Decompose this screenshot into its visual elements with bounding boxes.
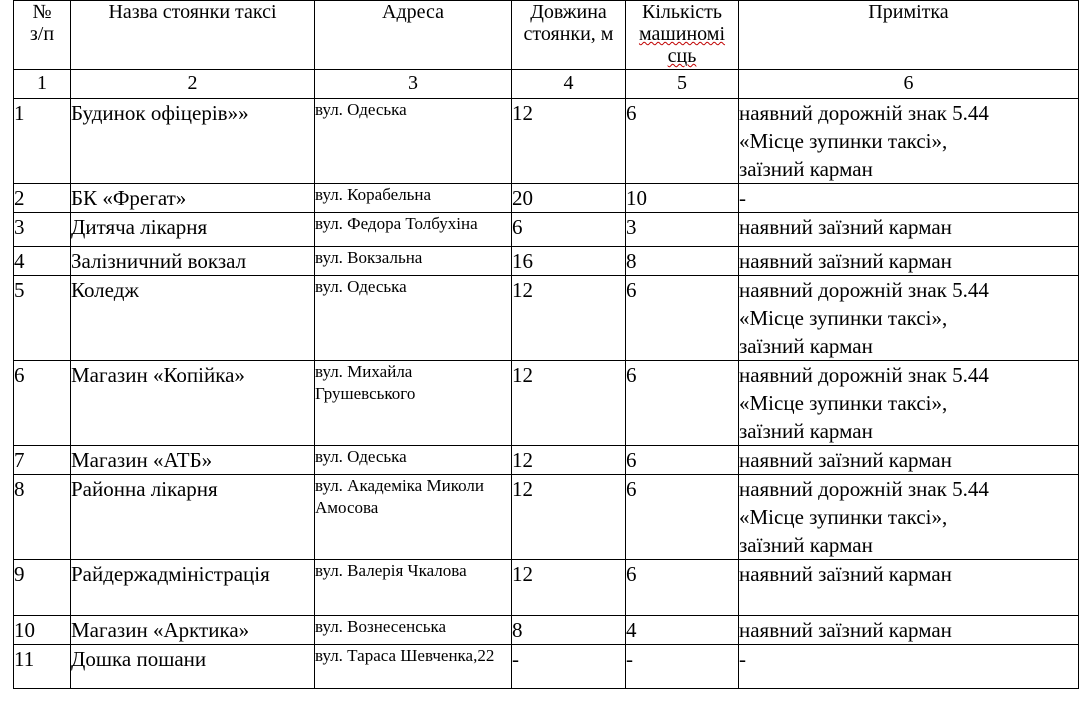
note-line: заїзний карман (739, 533, 873, 557)
stand-note (739, 645, 1079, 689)
row-number: 5 (14, 276, 71, 361)
stand-note (739, 213, 1079, 247)
header-note: Примітка (739, 1, 1079, 70)
stand-address: вул. Одеська (315, 446, 512, 475)
column-index: 1 (14, 70, 71, 99)
stand-address: вул. Академіка Миколи Амосова (315, 475, 512, 560)
note-line: наявний дорожній знак 5.44 (739, 363, 989, 387)
header-stand-name: Назва стоянки таксі (71, 1, 315, 70)
stand-address: вул. Валерія Чкалова (315, 560, 512, 616)
header-number-line2: з/п (29, 23, 55, 45)
stand-length: 12 (512, 560, 626, 616)
parking-spots: 6 (626, 99, 739, 184)
stand-note (739, 276, 1079, 361)
note-line: - (739, 186, 746, 210)
header-number-line1: № (32, 1, 52, 23)
stand-note (739, 99, 1079, 184)
stand-name: Районна лікарня (71, 475, 315, 560)
stand-length: 16 (512, 247, 626, 276)
parking-spots: 8 (626, 247, 739, 276)
stand-name: Дошка пошани (71, 645, 315, 689)
row-number: 10 (14, 616, 71, 645)
column-index: 2 (71, 70, 315, 99)
stand-name: Залізничний вокзал (71, 247, 315, 276)
stand-note (739, 560, 1079, 616)
stand-address: вул. Вознесенська (315, 616, 512, 645)
parking-spots: 6 (626, 446, 739, 475)
parking-spots: 6 (626, 475, 739, 560)
stand-length: 12 (512, 99, 626, 184)
stand-length: 12 (512, 361, 626, 446)
table-row (14, 560, 1079, 616)
note-line: заїзний карман (739, 334, 873, 358)
stand-note (739, 616, 1079, 645)
header-count-line2: машиномі (638, 23, 726, 45)
stand-name: Будинок офіцерів»» (71, 99, 315, 184)
row-number: 11 (14, 645, 71, 689)
header-row (14, 1, 1079, 70)
column-index-row (14, 70, 1079, 99)
parking-spots: 4 (626, 616, 739, 645)
note-line: «Місце зупинки таксі», (739, 306, 948, 330)
stand-address: вул. Михайла Грушевського (315, 361, 512, 446)
header-length-line1: Довжина (530, 1, 607, 23)
row-number: 6 (14, 361, 71, 446)
stand-length: 12 (512, 276, 626, 361)
parking-spots: 6 (626, 361, 739, 446)
table-row (14, 616, 1079, 645)
stand-note (739, 475, 1079, 560)
parking-spots: 6 (626, 560, 739, 616)
table-body (14, 99, 1079, 689)
stand-note (739, 446, 1079, 475)
stand-length: 6 (512, 213, 626, 247)
parking-spots: 3 (626, 213, 739, 247)
table-row (14, 276, 1079, 361)
note-line: наявний заїзний карман (739, 215, 952, 239)
note-line: наявний заїзний карман (739, 249, 952, 273)
stand-length: 20 (512, 184, 626, 213)
row-number: 9 (14, 560, 71, 616)
note-line: наявний дорожній знак 5.44 (739, 477, 989, 501)
note-line: «Місце зупинки таксі», (739, 391, 948, 415)
stand-length: - (512, 645, 626, 689)
header-count (626, 1, 739, 70)
stand-note (739, 247, 1079, 276)
header-address: Адреса (315, 1, 512, 70)
stand-note (739, 184, 1079, 213)
column-index: 3 (315, 70, 512, 99)
note-line: «Місце зупинки таксі», (739, 129, 948, 153)
taxi-stands-table (13, 0, 1079, 689)
row-number: 7 (14, 446, 71, 475)
header-count-line1: Кількість (641, 1, 722, 23)
row-number: 3 (14, 213, 71, 247)
stand-name: БК «Фрегат» (71, 184, 315, 213)
note-line: наявний заїзний карман (739, 562, 952, 586)
parking-spots: - (626, 645, 739, 689)
note-line: заїзний карман (739, 157, 873, 181)
stand-address: вул. Одеська (315, 276, 512, 361)
table-row (14, 213, 1079, 247)
column-index: 6 (739, 70, 1079, 99)
note-line: - (739, 647, 746, 671)
note-line: наявний дорожній знак 5.44 (739, 101, 989, 125)
note-line: «Місце зупинки таксі», (739, 505, 948, 529)
parking-spots: 10 (626, 184, 739, 213)
table-row (14, 361, 1079, 446)
header-number (14, 1, 71, 70)
stand-name: Магазин «Копійка» (71, 361, 315, 446)
note-line: заїзний карман (739, 419, 873, 443)
stand-address: вул. Федора Толбухіна (315, 213, 512, 247)
note-line: наявний дорожній знак 5.44 (739, 278, 989, 302)
stand-address: вул. Корабельна (315, 184, 512, 213)
note-line: наявний заїзний карман (739, 618, 952, 642)
header-length-line2: стоянки, м (523, 23, 614, 45)
stand-length: 12 (512, 475, 626, 560)
table-row (14, 247, 1079, 276)
row-number: 8 (14, 475, 71, 560)
row-number: 2 (14, 184, 71, 213)
stand-name: Райдержадміністрація (71, 560, 315, 616)
column-index: 4 (512, 70, 626, 99)
stand-address: вул. Тараса Шевченка,22 (315, 645, 512, 689)
header-length (512, 1, 626, 70)
stand-address: вул. Одеська (315, 99, 512, 184)
row-number: 1 (14, 99, 71, 184)
row-number: 4 (14, 247, 71, 276)
header-count-line3: сць (667, 45, 697, 67)
table-row (14, 475, 1079, 560)
stand-address: вул. Вокзальна (315, 247, 512, 276)
stand-name: Магазин «АТБ» (71, 446, 315, 475)
parking-spots: 6 (626, 276, 739, 361)
column-index: 5 (626, 70, 739, 99)
stand-length: 12 (512, 446, 626, 475)
stand-name: Дитяча лікарня (71, 213, 315, 247)
stand-length: 8 (512, 616, 626, 645)
stand-name: Коледж (71, 276, 315, 361)
note-line: наявний заїзний карман (739, 448, 952, 472)
stand-name: Магазин «Арктика» (71, 616, 315, 645)
stand-note (739, 361, 1079, 446)
table-row (14, 99, 1079, 184)
table-row (14, 645, 1079, 689)
table-row (14, 446, 1079, 475)
table-row (14, 184, 1079, 213)
